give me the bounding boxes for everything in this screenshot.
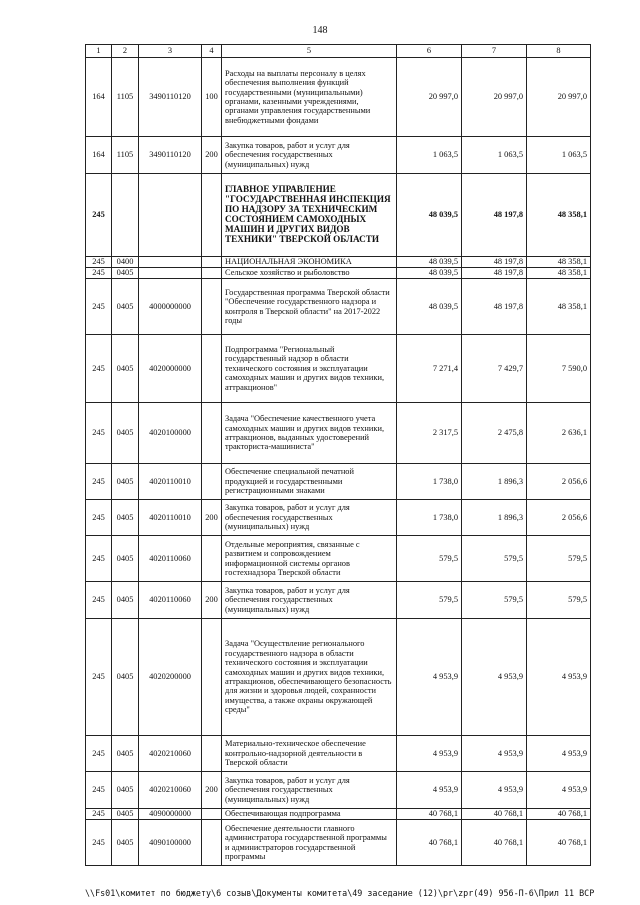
admin-code-cell: 245 xyxy=(86,536,112,582)
target-article-cell: 4020000000 xyxy=(139,335,202,403)
expense-type-cell xyxy=(202,820,222,866)
expense-type-cell xyxy=(202,174,222,257)
amount-year2-cell: 20 997,0 xyxy=(462,58,527,137)
table-header-row xyxy=(86,45,591,58)
expense-type-cell xyxy=(202,268,222,279)
section-code-cell: 1105 xyxy=(112,137,139,174)
target-article-cell: 4090000000 xyxy=(139,809,202,820)
amount-year3-cell: 4 953,9 xyxy=(527,772,591,809)
amount-year1-cell: 48 039,5 xyxy=(397,268,462,279)
target-article-cell: 4020100000 xyxy=(139,403,202,464)
amount-year2-cell: 1 063,5 xyxy=(462,137,527,174)
target-article-cell: 4020210060 xyxy=(139,772,202,809)
amount-year1-cell: 48 039,5 xyxy=(397,174,462,257)
amount-year1-cell: 40 768,1 xyxy=(397,809,462,820)
description-cell: НАЦИОНАЛЬНАЯ ЭКОНОМИКА xyxy=(222,257,397,268)
expense-type-cell xyxy=(202,809,222,820)
amount-year1-cell: 1 738,0 xyxy=(397,500,462,536)
table-row xyxy=(86,820,591,866)
section-code-cell: 1105 xyxy=(112,58,139,137)
table-row xyxy=(86,257,591,268)
amount-year2-cell: 1 896,3 xyxy=(462,464,527,500)
amount-year1-cell: 48 039,5 xyxy=(397,257,462,268)
table-row xyxy=(86,268,591,279)
section-code-cell: 0405 xyxy=(112,619,139,736)
amount-year2-cell: 2 475,8 xyxy=(462,403,527,464)
amount-year1-cell: 7 271,4 xyxy=(397,335,462,403)
table-row xyxy=(86,619,591,736)
amount-year2-cell: 7 429,7 xyxy=(462,335,527,403)
section-code-cell: 0405 xyxy=(112,335,139,403)
amount-year1-cell: 20 997,0 xyxy=(397,58,462,137)
description-cell: Закупка товаров, работ и услуг для обеспечения государственных (муниципальных) нужд xyxy=(222,137,397,174)
admin-code-cell: 245 xyxy=(86,174,112,257)
amount-year2-cell: 4 953,9 xyxy=(462,736,527,772)
table-row xyxy=(86,772,591,809)
amount-year2-cell: 40 768,1 xyxy=(462,809,527,820)
amount-year3-cell: 2 056,6 xyxy=(527,464,591,500)
amount-year1-cell: 1 063,5 xyxy=(397,137,462,174)
description-cell: Закупка товаров, работ и услуг для обеспечения государственных (муниципальных) нужд xyxy=(222,772,397,809)
amount-year2-cell: 40 768,1 xyxy=(462,820,527,866)
description-cell: Обеспечивающая подпрограмма xyxy=(222,809,397,820)
column-header-2: 2 xyxy=(112,45,139,58)
expense-type-cell xyxy=(202,403,222,464)
section-code-cell: 0405 xyxy=(112,268,139,279)
table-row xyxy=(86,403,591,464)
amount-year1-cell: 40 768,1 xyxy=(397,820,462,866)
table-row xyxy=(86,174,591,257)
target-article-cell: 4020110060 xyxy=(139,582,202,619)
target-article-cell: 4020110010 xyxy=(139,500,202,536)
admin-code-cell: 245 xyxy=(86,335,112,403)
admin-code-cell: 245 xyxy=(86,268,112,279)
admin-code-cell: 245 xyxy=(86,809,112,820)
description-cell: ГЛАВНОЕ УПРАВЛЕНИЕ "ГОСУДАРСТВЕННАЯ ИНСПЕКЦИЯ ПО НАДЗОРУ ЗА ТЕХНИЧЕСКИМ СОСТОЯНИЕМ САМОХОДНЫХ МАШИН И ДРУГИХ ВИДОВ ТЕХНИКИ" ТВЕРСКОЙ ОБЛАСТИ xyxy=(222,174,397,257)
table-row xyxy=(86,279,591,335)
amount-year3-cell: 579,5 xyxy=(527,536,591,582)
amount-year2-cell: 579,5 xyxy=(462,536,527,582)
admin-code-cell: 245 xyxy=(86,736,112,772)
admin-code-cell: 245 xyxy=(86,403,112,464)
admin-code-cell: 245 xyxy=(86,257,112,268)
amount-year2-cell: 48 197,8 xyxy=(462,268,527,279)
table-row xyxy=(86,536,591,582)
column-header-6: 6 xyxy=(397,45,462,58)
admin-code-cell: 245 xyxy=(86,464,112,500)
amount-year3-cell: 4 953,9 xyxy=(527,619,591,736)
expense-type-cell: 100 xyxy=(202,58,222,137)
amount-year1-cell: 579,5 xyxy=(397,536,462,582)
amount-year2-cell: 48 197,8 xyxy=(462,257,527,268)
table-row xyxy=(86,809,591,820)
amount-year3-cell: 20 997,0 xyxy=(527,58,591,137)
admin-code-cell: 245 xyxy=(86,820,112,866)
description-cell: Обеспечение специальной печатной продукцией и государственными регистрационными знаками xyxy=(222,464,397,500)
amount-year3-cell: 48 358,1 xyxy=(527,279,591,335)
table-row xyxy=(86,58,591,137)
expense-type-cell: 200 xyxy=(202,582,222,619)
amount-year3-cell: 40 768,1 xyxy=(527,809,591,820)
section-code-cell: 0405 xyxy=(112,772,139,809)
expense-type-cell xyxy=(202,619,222,736)
admin-code-cell: 245 xyxy=(86,772,112,809)
admin-code-cell: 245 xyxy=(86,619,112,736)
section-code-cell: 0405 xyxy=(112,809,139,820)
expense-type-cell xyxy=(202,736,222,772)
description-cell: Закупка товаров, работ и услуг для обеспечения государственных (муниципальных) нужд xyxy=(222,582,397,619)
section-code-cell: 0405 xyxy=(112,403,139,464)
target-article-cell xyxy=(139,257,202,268)
section-code-cell: 0405 xyxy=(112,736,139,772)
section-code-cell: 0405 xyxy=(112,582,139,619)
description-cell: Материально-техническое обеспечение контрольно-надзорной деятельности в Тверской области xyxy=(222,736,397,772)
target-article-cell xyxy=(139,174,202,257)
amount-year2-cell: 1 896,3 xyxy=(462,500,527,536)
amount-year1-cell: 4 953,9 xyxy=(397,619,462,736)
admin-code-cell: 245 xyxy=(86,500,112,536)
expense-type-cell xyxy=(202,464,222,500)
admin-code-cell: 164 xyxy=(86,137,112,174)
description-cell: Государственная программа Тверской области "Обеспечение государственного надзора и контроля в Тверской области" на 2017-2022 годы xyxy=(222,279,397,335)
amount-year2-cell: 48 197,8 xyxy=(462,279,527,335)
amount-year2-cell: 4 953,9 xyxy=(462,619,527,736)
column-header-5: 5 xyxy=(222,45,397,58)
expense-type-cell xyxy=(202,279,222,335)
amount-year1-cell: 579,5 xyxy=(397,582,462,619)
table-row xyxy=(86,335,591,403)
amount-year3-cell: 40 768,1 xyxy=(527,820,591,866)
amount-year1-cell: 1 738,0 xyxy=(397,464,462,500)
amount-year3-cell: 579,5 xyxy=(527,582,591,619)
amount-year1-cell: 2 317,5 xyxy=(397,403,462,464)
amount-year2-cell: 48 197,8 xyxy=(462,174,527,257)
expense-type-cell xyxy=(202,536,222,582)
description-cell: Закупка товаров, работ и услуг для обеспечения государственных (муниципальных) нужд xyxy=(222,500,397,536)
expense-type-cell xyxy=(202,335,222,403)
target-article-cell: 4000000000 xyxy=(139,279,202,335)
description-cell: Задача "Осуществление регионального государственного надзора в области технического состояния и эксплуатации самоходных машин и других видов техники, аттракционов, обеспечивающего безопасность для жизни и здоровья людей, сохранности имущества, а также охраны окружающей среды" xyxy=(222,619,397,736)
expense-type-cell: 200 xyxy=(202,137,222,174)
target-article-cell xyxy=(139,268,202,279)
column-header-7: 7 xyxy=(462,45,527,58)
admin-code-cell: 245 xyxy=(86,279,112,335)
table-row xyxy=(86,500,591,536)
column-header-3: 3 xyxy=(139,45,202,58)
expense-type-cell: 200 xyxy=(202,500,222,536)
column-header-8: 8 xyxy=(527,45,591,58)
table-row xyxy=(86,137,591,174)
description-cell: Подпрограмма "Региональный государственный надзор в области технического состояния и эксплуатации самоходных машин и других видов техники, аттракционов" xyxy=(222,335,397,403)
column-header-1: 1 xyxy=(86,45,112,58)
target-article-cell: 4020110010 xyxy=(139,464,202,500)
target-article-cell: 4020110060 xyxy=(139,536,202,582)
admin-code-cell: 164 xyxy=(86,58,112,137)
description-cell: Отдельные мероприятия, связанные с развитием и сопровождением информационной системы органов гостехнадзора Тверской области xyxy=(222,536,397,582)
page-number: 148 xyxy=(312,25,328,36)
amount-year3-cell: 7 590,0 xyxy=(527,335,591,403)
target-article-cell: 4090100000 xyxy=(139,820,202,866)
section-code-cell xyxy=(112,174,139,257)
section-code-cell: 0400 xyxy=(112,257,139,268)
expense-type-cell: 200 xyxy=(202,772,222,809)
table-row xyxy=(86,736,591,772)
section-code-cell: 0405 xyxy=(112,820,139,866)
target-article-cell: 3490110120 xyxy=(139,58,202,137)
amount-year3-cell: 4 953,9 xyxy=(527,736,591,772)
amount-year1-cell: 48 039,5 xyxy=(397,279,462,335)
amount-year3-cell: 2 636,1 xyxy=(527,403,591,464)
budget-table xyxy=(85,44,591,866)
admin-code-cell: 245 xyxy=(86,582,112,619)
amount-year1-cell: 4 953,9 xyxy=(397,736,462,772)
section-code-cell: 0405 xyxy=(112,279,139,335)
target-article-cell: 4020210060 xyxy=(139,736,202,772)
table-body xyxy=(86,58,591,866)
amount-year3-cell: 48 358,1 xyxy=(527,257,591,268)
target-article-cell: 4020200000 xyxy=(139,619,202,736)
amount-year2-cell: 4 953,9 xyxy=(462,772,527,809)
amount-year2-cell: 579,5 xyxy=(462,582,527,619)
description-cell: Задача "Обеспечение качественного учета самоходных машин и других видов техники, аттракционов, выданных удостоверений тракториста-машиниста" xyxy=(222,403,397,464)
amount-year3-cell: 2 056,6 xyxy=(527,500,591,536)
column-header-4: 4 xyxy=(202,45,222,58)
amount-year3-cell: 1 063,5 xyxy=(527,137,591,174)
file-path-footer: \\Fs01\комитет по бюджету\6 созыв\Документы комитета\49 заседание (12)\pr\zpr(49) 956-П-6\Прил 11 ВСР xyxy=(85,888,595,898)
target-article-cell: 3490110120 xyxy=(139,137,202,174)
section-code-cell: 0405 xyxy=(112,464,139,500)
section-code-cell: 0405 xyxy=(112,536,139,582)
table-row xyxy=(86,582,591,619)
description-cell: Обеспечение деятельности главного администратора государственной программы и администраторов государственной программы xyxy=(222,820,397,866)
amount-year1-cell: 4 953,9 xyxy=(397,772,462,809)
description-cell: Сельское хозяйство и рыболовство xyxy=(222,268,397,279)
amount-year3-cell: 48 358,1 xyxy=(527,174,591,257)
section-code-cell: 0405 xyxy=(112,500,139,536)
description-cell: Расходы на выплаты персоналу в целях обеспечения выполнения функций государственными (муниципальными) органами, казенными учреждениями, органами управления государственными внебюджетными фондами xyxy=(222,58,397,137)
amount-year3-cell: 48 358,1 xyxy=(527,268,591,279)
expense-type-cell xyxy=(202,257,222,268)
table-row xyxy=(86,464,591,500)
